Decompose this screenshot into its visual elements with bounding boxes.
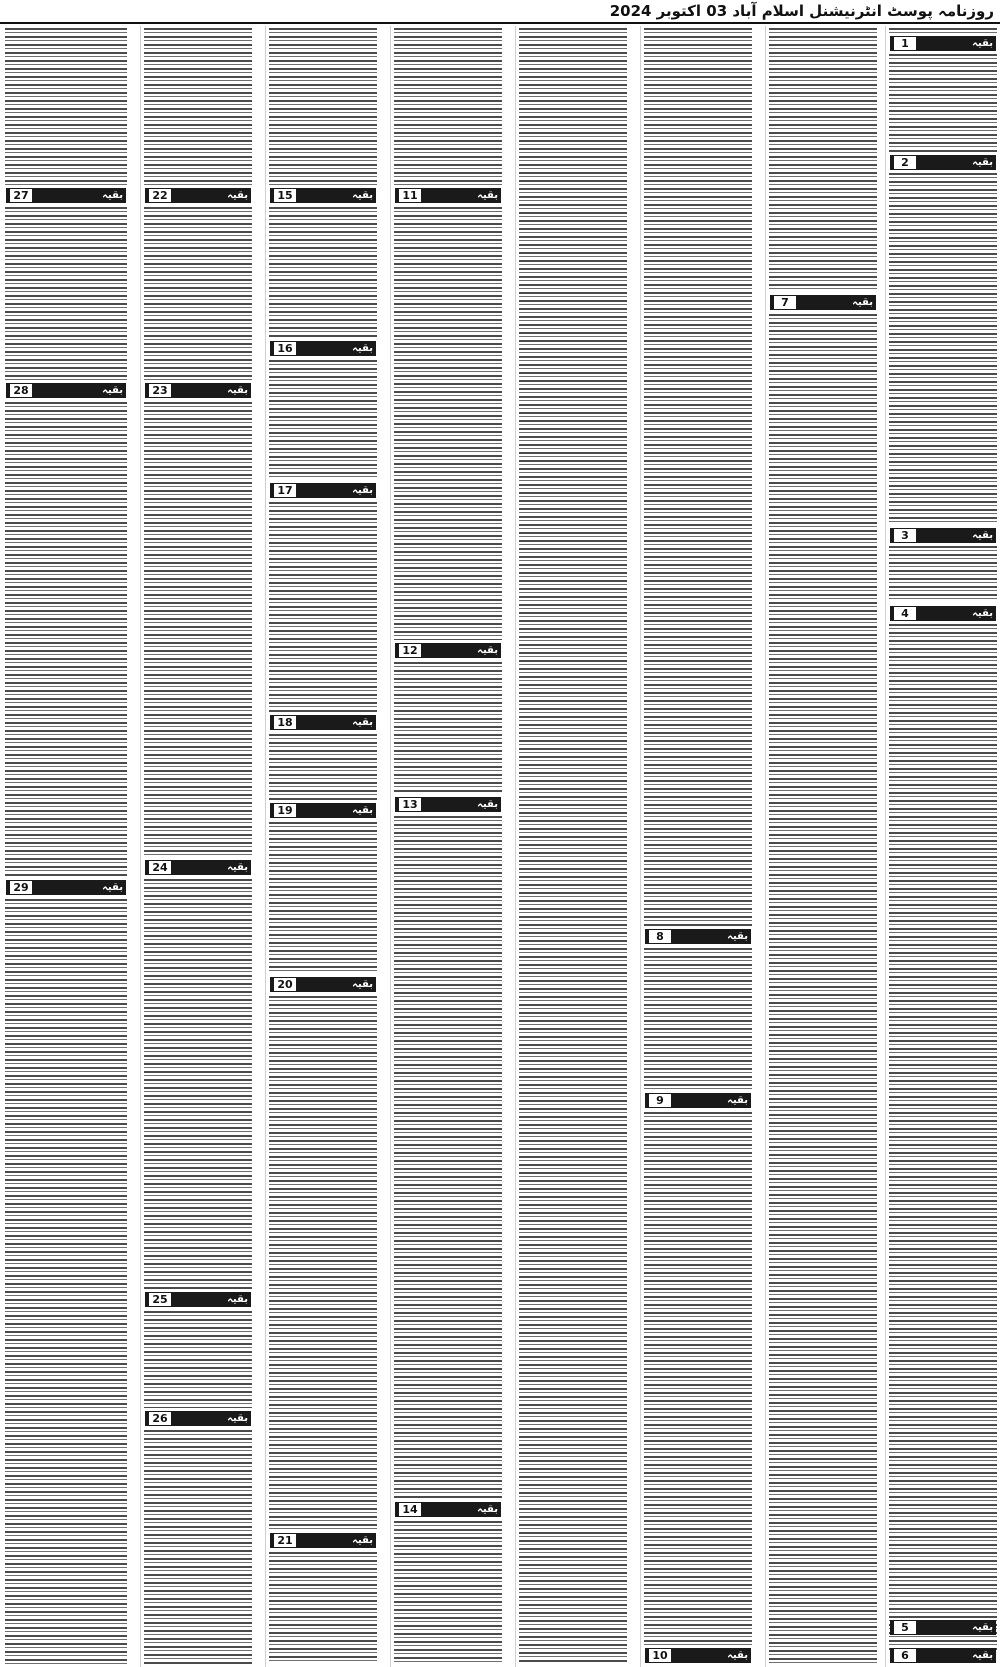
continuation-number: 10 <box>648 1648 672 1663</box>
continuation-box <box>395 188 501 203</box>
text-block <box>144 1430 252 1664</box>
continuation-number: 27 <box>9 188 33 203</box>
continuation-number: 14 <box>398 1502 422 1517</box>
continuation-box <box>270 977 376 992</box>
continuation-number: 20 <box>273 977 297 992</box>
column-8 <box>2 26 130 1667</box>
text-block <box>394 28 502 185</box>
continuation-label: بقیہ <box>727 1650 748 1661</box>
continuation-number: 18 <box>273 715 297 730</box>
continuation-label: بقیہ <box>972 1622 993 1633</box>
continuation-box <box>145 188 251 203</box>
continuation-box <box>145 383 251 398</box>
continuation-label: بقیہ <box>227 1413 248 1424</box>
text-block <box>5 402 127 877</box>
continuation-box <box>145 860 251 875</box>
column-5 <box>390 26 505 1667</box>
text-block <box>394 1521 502 1664</box>
text-block <box>394 207 502 640</box>
text-block <box>5 899 127 1664</box>
continuation-box <box>645 1093 751 1108</box>
continuation-label: بقیہ <box>352 190 373 201</box>
continuation-label: بقیہ <box>227 385 248 396</box>
continuation-number: 15 <box>273 188 297 203</box>
column-1 <box>885 26 1000 1667</box>
text-block <box>394 816 502 1499</box>
continuation-label: بقیہ <box>102 882 123 893</box>
text-block <box>889 54 997 152</box>
continuation-label: بقیہ <box>227 862 248 873</box>
continuation-number: 9 <box>648 1093 672 1108</box>
continuation-box <box>145 1292 251 1307</box>
continuation-box <box>270 803 376 818</box>
continuation-box <box>145 1411 251 1426</box>
continuation-box <box>270 1533 376 1548</box>
continuation-label: بقیہ <box>227 190 248 201</box>
continuation-number: 21 <box>273 1533 297 1548</box>
continuation-number: 7 <box>773 295 797 310</box>
masthead-title: روزنامہ پوسٹ انٹرنیشنل اسلام آباد 03 اکتوبر 2024 <box>609 2 994 20</box>
text-block <box>144 1311 252 1408</box>
continuation-number: 4 <box>893 606 917 621</box>
text-block <box>644 1112 752 1645</box>
text-block <box>269 822 377 974</box>
continuation-label: بقیہ <box>352 485 373 496</box>
continuation-label: بقیہ <box>227 1294 248 1305</box>
continuation-label: بقیہ <box>102 190 123 201</box>
column-3 <box>640 26 755 1667</box>
continuation-label: بقیہ <box>352 1535 373 1546</box>
columns-area <box>0 26 1000 1667</box>
continuation-box <box>890 1648 996 1663</box>
column-4 <box>515 26 630 1667</box>
continuation-box <box>890 528 996 543</box>
continuation-label: بقیہ <box>972 530 993 541</box>
masthead <box>0 0 1000 24</box>
continuation-number: 3 <box>893 528 917 543</box>
continuation-number: 24 <box>148 860 172 875</box>
text-block <box>394 662 502 794</box>
continuation-number: 11 <box>398 188 422 203</box>
continuation-box <box>645 929 751 944</box>
continuation-label: بقیہ <box>972 38 993 49</box>
column-7 <box>140 26 255 1667</box>
continuation-box <box>270 341 376 356</box>
continuation-label: بقیہ <box>102 385 123 396</box>
continuation-label: بقیہ <box>972 157 993 168</box>
text-block <box>5 28 127 185</box>
continuation-number: 16 <box>273 341 297 356</box>
text-block <box>269 1552 377 1664</box>
continuation-label: بقیہ <box>352 805 373 816</box>
continuation-label: بقیہ <box>972 1650 993 1661</box>
continuation-number: 25 <box>148 1292 172 1307</box>
continuation-number: 6 <box>893 1648 917 1663</box>
text-block <box>269 360 377 480</box>
column-2 <box>765 26 880 1667</box>
text-block <box>144 207 252 380</box>
continuation-box <box>270 483 376 498</box>
continuation-label: بقیہ <box>477 645 498 656</box>
continuation-number: 29 <box>9 880 33 895</box>
continuation-box <box>890 606 996 621</box>
continuation-label: بقیہ <box>727 1095 748 1106</box>
continuation-box <box>770 295 876 310</box>
text-block <box>269 996 377 1530</box>
text-block <box>889 624 997 1650</box>
text-block <box>769 28 877 292</box>
continuation-number: 23 <box>148 383 172 398</box>
continuation-label: بقیہ <box>477 1504 498 1515</box>
continuation-number: 8 <box>648 929 672 944</box>
text-block <box>144 28 252 185</box>
text-block <box>519 28 627 1664</box>
continuation-box <box>270 715 376 730</box>
continuation-label: بقیہ <box>352 979 373 990</box>
text-block <box>889 173 997 525</box>
continuation-number: 5 <box>893 1620 917 1635</box>
text-block <box>5 207 127 380</box>
continuation-box <box>395 643 501 658</box>
text-block <box>769 314 877 1664</box>
continuation-box <box>6 383 126 398</box>
continuation-number: 1 <box>893 36 917 51</box>
continuation-number: 19 <box>273 803 297 818</box>
continuation-number: 12 <box>398 643 422 658</box>
column-6 <box>265 26 380 1667</box>
continuation-number: 22 <box>148 188 172 203</box>
text-block <box>269 28 377 185</box>
continuation-label: بقیہ <box>352 717 373 728</box>
continuation-box <box>890 1620 996 1635</box>
continuation-label: بقیہ <box>352 343 373 354</box>
continuation-label: بقیہ <box>852 297 873 308</box>
text-block <box>644 948 752 1090</box>
text-block <box>889 546 997 602</box>
continuation-number: 17 <box>273 483 297 498</box>
continuation-label: بقیہ <box>477 799 498 810</box>
continuation-number: 2 <box>893 155 917 170</box>
continuation-box <box>890 155 996 170</box>
continuation-number: 28 <box>9 383 33 398</box>
continuation-box <box>270 188 376 203</box>
text-block <box>144 402 252 857</box>
text-block <box>644 28 752 926</box>
continuation-box <box>395 797 501 812</box>
continuation-box <box>6 188 126 203</box>
text-block <box>144 879 252 1289</box>
continuation-box <box>395 1502 501 1517</box>
text-block <box>269 207 377 338</box>
text-block <box>269 734 377 800</box>
continuation-box <box>6 880 126 895</box>
continuation-box <box>890 36 996 51</box>
continuation-number: 26 <box>148 1411 172 1426</box>
continuation-box <box>645 1648 751 1663</box>
text-block <box>889 28 997 35</box>
text-block <box>269 502 377 712</box>
continuation-label: بقیہ <box>727 931 748 942</box>
continuation-label: بقیہ <box>972 608 993 619</box>
continuation-label: بقیہ <box>477 190 498 201</box>
continuation-number: 13 <box>398 797 422 812</box>
